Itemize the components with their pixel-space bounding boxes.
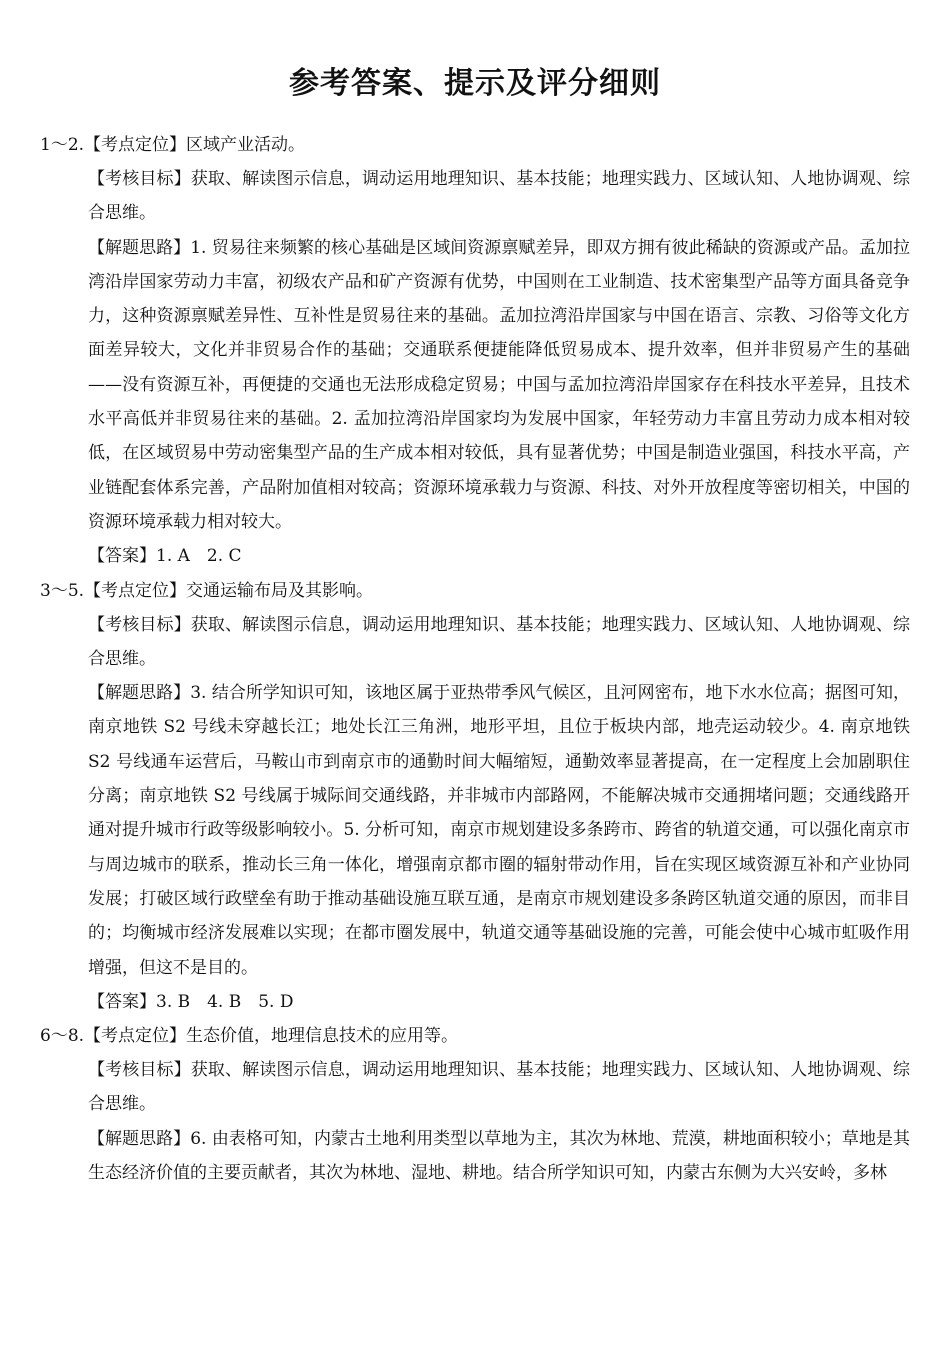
focus-line — [40, 574, 910, 608]
question-range: 3～5. — [40, 580, 85, 601]
goal-paragraph — [40, 162, 910, 231]
answer-content — [40, 128, 910, 1190]
page-title: 参考答案、提示及评分细则 — [289, 66, 661, 101]
idea-paragraph — [40, 231, 910, 540]
section-q1-2 — [40, 128, 910, 574]
idea-text: 3. 结合所学知识可知，该地区属于亚热带季风气候区，且河网密布，地下水水位高；据图可知，南京地铁 S2 号线未穿越长江；地处长江三角洲，地形平坦，且位于板块内部，地壳运动较少。4. 南京地铁 S2 号线通车运营后，马鞍山市到南京市的通勤时间大幅缩短，通勤效率显著提高，在一定程度上会加剧职住分离；南京地铁 S2 号线属于城际间交通线路，并非城市内部路网，不能解决城市交通拥堵问题；交通线路开通对提升城市行政等级影响较小。5. 分析可知，南京市规划建设多条跨市、跨省的轨道交通，可以强化南京市与周边城市的联系，推动长三角一体化，增强南京都市圈的辐射带动作用，旨在实现区域资源互补和产业协同发展；打破区域行政壁垒有助于推动基础设施互联互通，是南京市规划建设多条跨区轨道交通的原因，而非目的；均衡城市经济发展难以实现；在都市圈发展中，轨道交通等基础设施的完善，可能会使中心城市虹吸作用增强，但这不是目的。 — [88, 683, 911, 978]
section-q3-5 — [40, 574, 910, 1020]
focus-label: 【考点定位】 — [84, 135, 187, 155]
goal-label: 【考核目标】 — [88, 1060, 191, 1081]
focus-text: 区域产业活动。 — [186, 135, 306, 155]
goal-text: 获取、解读图示信息，调动运用地理知识、基本技能；地理实践力、区域认知、人地协调观、综合思维。 — [88, 614, 911, 669]
idea-paragraph — [40, 1122, 910, 1191]
focus-label: 【考点定位】 — [84, 580, 187, 601]
answer-paragraph — [40, 985, 910, 1019]
focus-text: 生态价值，地理信息技术的应用等。 — [186, 1026, 459, 1047]
focus-label: 【考点定位】 — [84, 1026, 187, 1047]
question-range: 6～8. — [40, 1026, 85, 1047]
goal-label: 【考核目标】 — [88, 169, 191, 189]
answer-label: 【答案】 — [88, 991, 156, 1012]
idea-label: 【解题思路】 — [88, 1128, 191, 1149]
focus-line — [40, 1019, 910, 1053]
goal-paragraph — [40, 1053, 910, 1122]
idea-label: 【解题思路】 — [88, 237, 191, 258]
answer-text: 3. B 4. B 5. D — [156, 991, 294, 1012]
question-range: 1～2. — [40, 135, 85, 155]
answer-paragraph — [40, 539, 910, 573]
focus-line — [40, 128, 910, 162]
idea-label: 【解题思路】 — [88, 683, 191, 704]
focus-text: 交通运输布局及其影响。 — [186, 580, 374, 601]
goal-text: 获取、解读图示信息，调动运用地理知识、基本技能；地理实践力、区域认知、人地协调观、综合思维。 — [88, 169, 911, 224]
goal-paragraph — [40, 608, 910, 677]
answer-label: 【答案】 — [88, 546, 156, 567]
idea-text: 6. 由表格可知，内蒙古土地利用类型以草地为主，其次为林地、荒漠，耕地面积较小；草地是其生态经济价值的主要贡献者，其次为林地、湿地、耕地。结合所学知识可知，内蒙古东侧为大兴安岭，多林 — [88, 1128, 911, 1184]
goal-label: 【考核目标】 — [88, 614, 191, 635]
answer-text: 1. A 2. C — [156, 546, 242, 567]
goal-text: 获取、解读图示信息，调动运用地理知识、基本技能；地理实践力、区域认知、人地协调观、综合思维。 — [88, 1060, 911, 1115]
idea-paragraph — [40, 676, 910, 985]
idea-text: 1. 贸易往来频繁的核心基础是区域间资源禀赋差异，即双方拥有彼此稀缺的资源或产品。孟加拉湾沿岸国家劳动力丰富，初级农产品和矿产资源有优势，中国则在工业制造、技术密集型产品等方面具备竞争力，这种资源禀赋差异性、互补性是贸易往来的基础。孟加拉湾沿岸国家与中国在语言、宗教、习俗等文化方面差异较大，文化并非贸易合作的基础；交通联系便捷能降低贸易成本、提升效率，但并非贸易产生的基础——没有资源互补，再便捷的交通也无法形成稳定贸易；中国与孟加拉湾沿岸国家存在科技水平差异，且技术水平高低并非贸易往来的基础。2. 孟加拉湾沿岸国家均为发展中国家，年轻劳动力丰富且劳动力成本相对较低，在区域贸易中劳动密集型产品的生产成本相对较低，具有显著优势；中国是制造业强国，科技水平高，产业链配套体系完善，产品附加值相对较高；资源环境承载力与资源、科技、对外开放程度等密切相关，中国的资源环境承载力相对较大。 — [88, 237, 911, 532]
section-q6-8 — [40, 1019, 910, 1190]
